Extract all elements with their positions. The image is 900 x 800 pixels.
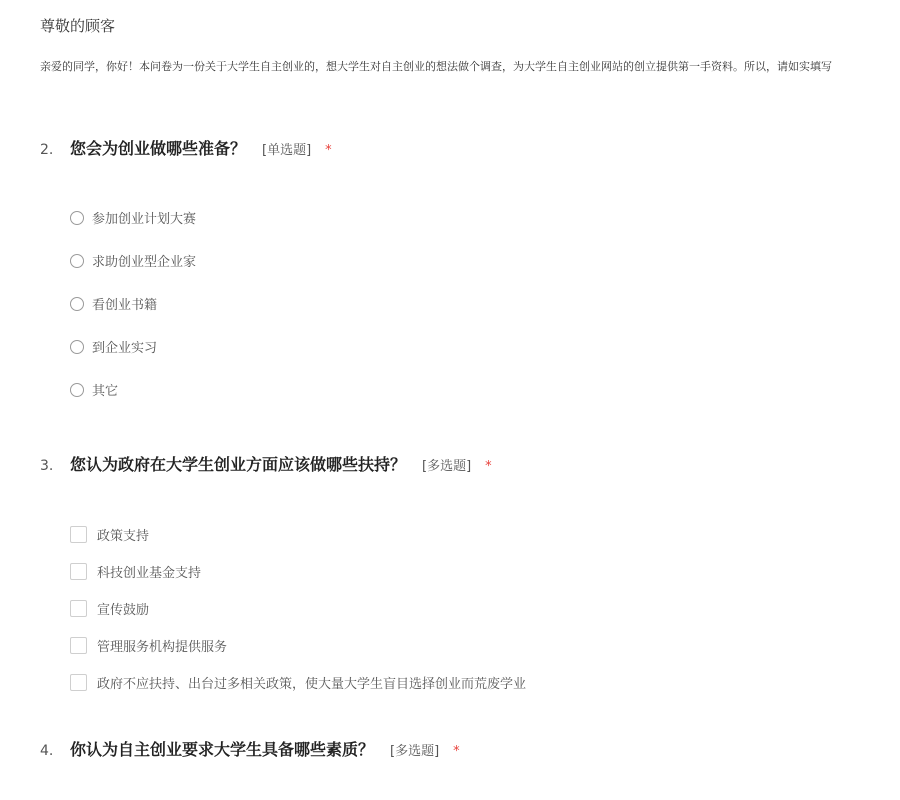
option-checkbox[interactable] bbox=[70, 562, 201, 581]
option-label[interactable]: 政府不应扶持、出台过多相关政策，使大量大学生盲目选择创业而荒废学业 bbox=[97, 677, 527, 692]
radio-button[interactable] bbox=[70, 297, 84, 311]
option-label[interactable]: 求助创业型企业家 bbox=[92, 255, 197, 270]
option-checkbox[interactable] bbox=[70, 673, 526, 692]
question-type-label: [多选题] bbox=[422, 459, 472, 474]
required-asterisk: * bbox=[453, 744, 460, 759]
required-asterisk: * bbox=[485, 459, 492, 474]
option-label[interactable]: 宣传鼓励 bbox=[97, 603, 150, 618]
option-radio[interactable] bbox=[70, 380, 118, 399]
checkbox[interactable] bbox=[70, 526, 87, 543]
question-title: 您会为创业做哪些准备？ bbox=[70, 139, 247, 158]
question-3-header bbox=[40, 452, 492, 475]
option-label[interactable]: 参加创业计划大赛 bbox=[92, 212, 197, 227]
radio-button[interactable] bbox=[70, 383, 84, 397]
question-type-label: [多选题] bbox=[390, 744, 440, 759]
option-checkbox[interactable] bbox=[70, 599, 149, 618]
question-number: 3. bbox=[40, 458, 54, 474]
question-title: 您认为政府在大学生创业方面应该做哪些扶持？ bbox=[70, 455, 407, 474]
checkbox[interactable] bbox=[70, 674, 87, 691]
question-4-header bbox=[40, 737, 460, 760]
option-label[interactable]: 其它 bbox=[92, 384, 119, 399]
option-radio[interactable] bbox=[70, 251, 196, 270]
option-label[interactable]: 管理服务机构提供服务 bbox=[97, 640, 228, 655]
required-asterisk: * bbox=[325, 143, 332, 158]
option-radio[interactable] bbox=[70, 208, 196, 227]
option-label[interactable]: 到企业实习 bbox=[92, 341, 158, 356]
radio-button[interactable] bbox=[70, 211, 84, 225]
radio-button[interactable] bbox=[70, 340, 84, 354]
option-checkbox[interactable] bbox=[70, 636, 227, 655]
checkbox[interactable] bbox=[70, 563, 87, 580]
option-radio[interactable] bbox=[70, 294, 157, 313]
question-number: 2. bbox=[40, 142, 54, 158]
option-label[interactable]: 政策支持 bbox=[97, 529, 150, 544]
checkbox[interactable] bbox=[70, 637, 87, 654]
radio-button[interactable] bbox=[70, 254, 84, 268]
survey-greeting: 尊敬的顾客 bbox=[40, 17, 116, 35]
question-number: 4. bbox=[40, 743, 54, 759]
option-label[interactable]: 看创业书籍 bbox=[92, 298, 158, 313]
question-2-header bbox=[40, 136, 332, 159]
survey-intro-text: 亲爱的同学，你好！本问卷为一份关于大学生自主创业的，想大学生对自主创业的想法做个调查，为大学生自主创业网站的创立提供第一手资料。所以，请如实填写 bbox=[40, 60, 832, 73]
option-radio[interactable] bbox=[70, 337, 157, 356]
question-type-label: [单选题] bbox=[262, 143, 312, 158]
option-label[interactable]: 科技创业基金支持 bbox=[97, 566, 202, 581]
question-title: 你认为自主创业要求大学生具备哪些素质？ bbox=[70, 740, 375, 759]
checkbox[interactable] bbox=[70, 600, 87, 617]
option-checkbox[interactable] bbox=[70, 525, 149, 544]
